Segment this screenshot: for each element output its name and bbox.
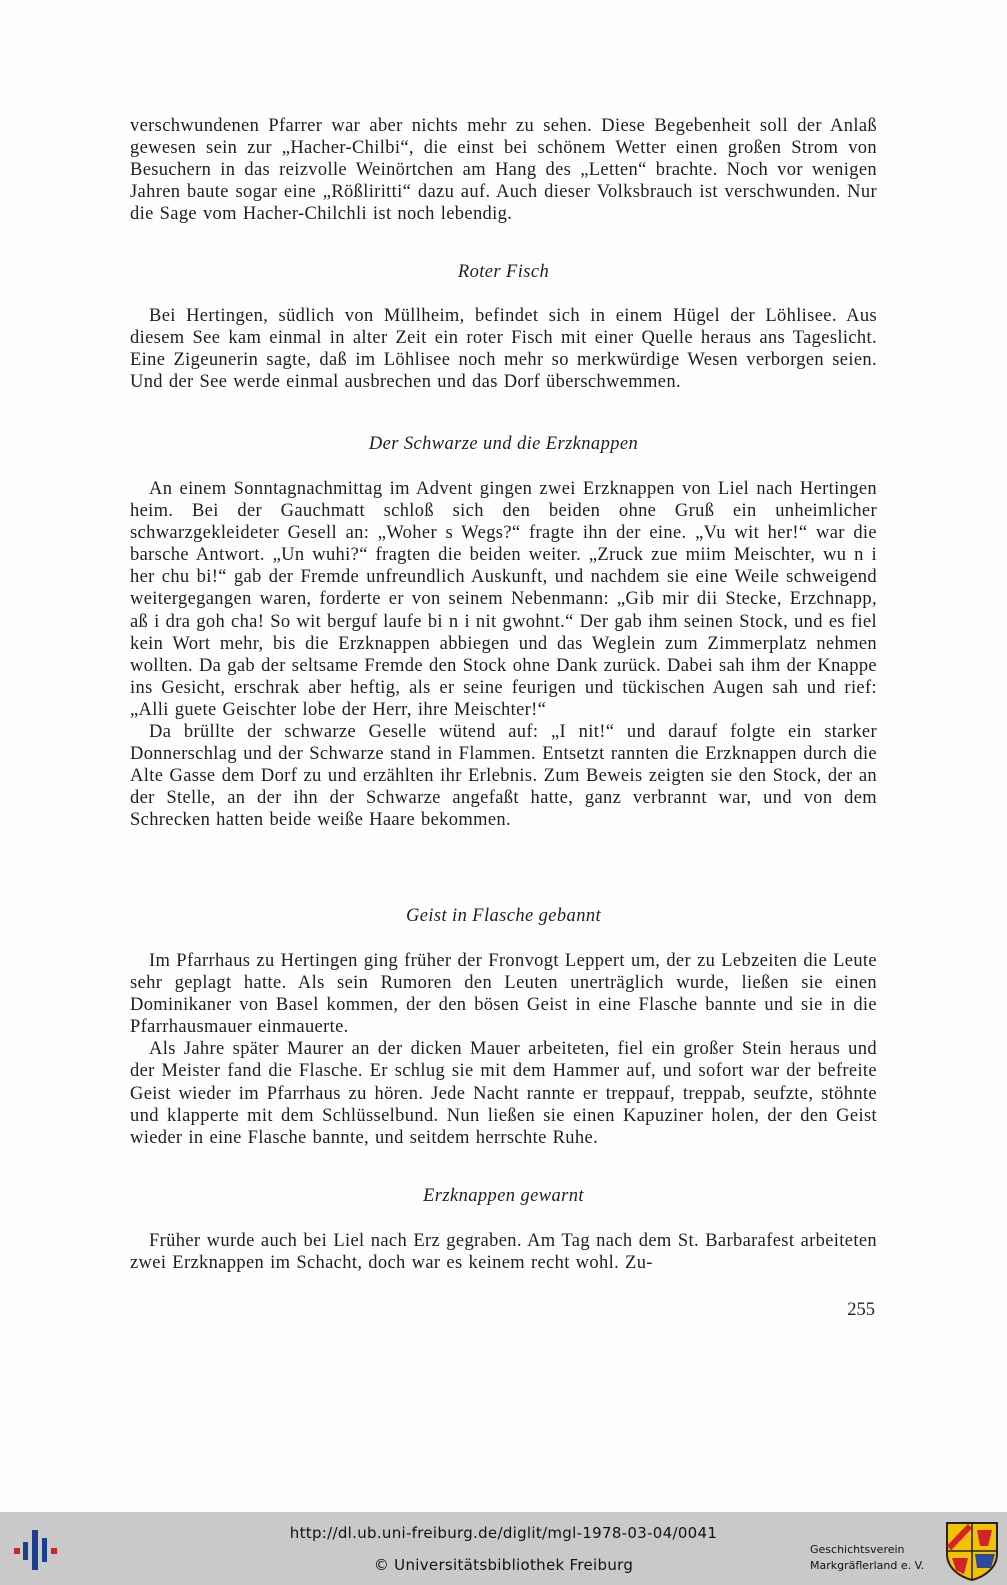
paragraph: Da brüllte der schwarze Geselle wütend auf: „I nit!“ und darauf folgte ein starker Donnerschlag und der Schwarze stand in Flammen. Entsetzt rannten die Erzknappen durch die Alte Gasse dem Dorf zu und erzählten ihr Erlebnis. Zum Beweis zeigten sie den Stock, der an der Stelle, an der ihn der Schwarze angefaßt hatte, ganz verbrannt war, und von dem Schrecken hatten beide weiße Haare bekommen. (130, 722, 877, 831)
section-previous (130, 115, 877, 225)
society-name (810, 1542, 924, 1574)
footer-bar (0, 1512, 1007, 1585)
heading-erzknappen-gewarnt: Erzknappen gewarnt (423, 1186, 584, 1206)
paragraph: Als Jahre später Maurer an der dicken Mauer arbeiteten, fiel ein großer Stein heraus und der Meister fand die Flasche. Er schlug sie mit dem Hammer auf, und sofort war der befreite Geist wieder im Pfarrhaus zu hören. Jede Nacht rannte er treppauf, treppab, seufzte, stöhnte und klapperte mit dem Schlüsselbund. Nun ließen sie einen Kapuziner holen, der den Geist wieder in eine Flasche bannte, und seitdem herrschte Ruhe. (130, 1039, 877, 1148)
section-roter-fisch (130, 305, 877, 393)
paragraph: Früher wurde auch bei Liel nach Erz gegraben. Am Tag nach dem St. Barbarafest arbeiteten zwei Erzknappen im Schacht, doch war es keinem recht wohl. Zu- (130, 1231, 877, 1274)
paragraph: Bei Hertingen, südlich von Müllheim, befindet sich in einem Hügel der Löhlisee. Aus diesem See kam einmal in alter Zeit ein roter Fisch mit einer Quelle heraus ans Tageslicht. Eine Zigeunerin sagte, daß im Löhlisee noch mehr so merkwürdige Wesen verborgen seien. Und der See werde einmal ausbrechen und das Dorf überschwemmen. (130, 306, 877, 393)
coat-of-arms-icon (944, 1520, 1000, 1582)
page-number: 255 (847, 1300, 875, 1320)
society-name-line2: Markgräflerland e. V. (810, 1559, 925, 1572)
heading-der-schwarze: Der Schwarze und die Erzknappen (368, 434, 639, 454)
heading-geist-in-flasche: Geist in Flasche gebannt (405, 906, 602, 926)
paragraph: verschwundenen Pfarrer war aber nichts mehr zu sehen. Diese Begebenheit soll der Anlaß gewesen sein zur „Hacher-Chilbi“, die einst bei schönem Wetter einen großen Strom von Besuchern in das reizvolle Weinörtchen am Hang des „Letten“ brachte. Noch vor wenigen Jahren baute sogar eine „Rößliritti“ dazu auf. Auch dieser Volksbrauch ist verschwunden. Nur die Sage vom Hacher-Chilchli ist noch lebendig. (130, 116, 877, 225)
document-url-link[interactable]: http://dl.ub.uni-freiburg.de/diglit/mgl-1978-03-04/0041 (289, 1524, 718, 1542)
heading-roter-fisch: Roter Fisch (457, 262, 550, 282)
section-geist-in-flasche (130, 950, 877, 1149)
copyright-text: © Universitätsbibliothek Freiburg (373, 1556, 634, 1574)
section-der-schwarze (130, 478, 877, 832)
society-name-line1: Geschichtsverein (810, 1543, 905, 1556)
paragraph: An einem Sonntagnachmittag im Advent gingen zwei Erzknappen von Liel nach Hertingen heim. Bei der Gauchmatt schloß sich den beiden ohne Gruß ein unheimlicher schwarzgekleideter Gesell an: „Woher s Wegs?“ fragte ihn der eine. „Vu wit her!“ war die barsche Antwort. „Un wuhi?“ fragten die beiden weiter. „Zruck zue miim Meischter, wu n i her chu bi!“ gab der Fremde unfreundlich Auskunft, und nachdem sie eine Weile schweigend weitergegangen waren, forderte er von seinem Nebenmann: „Gib mir dii Stecke, Erzchnapp, aß i dra goh cha! So wit berguf laufe bi n i nit gwohnt.“ Der gab ihm seinen Stock, und es fiel kein Wort mehr, bis die Erzknappen abbiegen und das Weglein zum Zimmerplatz nehmen wollten. Da gab der seltsame Fremde den Stock ohne Dank zurück. Dabei sah ihm der Knappe ins Gesicht, erschrak aber heftig, als er seine feurigen und tückischen Augen sah und rief: „Alli guete Geischter lobe der Herr, ihre Meischter!“ (130, 479, 877, 720)
paragraph: Im Pfarrhaus zu Hertingen ging früher der Fronvogt Leppert um, der zu Lebzeiten die Leute sehr geplagt hatte. Als sein Rumoren den Leuten unerträglich wurde, ließen sie einen Dominikaner von Basel kommen, der den bösen Geist in eine Flasche bannte und sie in die Pfarrhausmauer einmauerte. (130, 951, 877, 1038)
section-erzknappen-gewarnt (130, 1230, 877, 1274)
